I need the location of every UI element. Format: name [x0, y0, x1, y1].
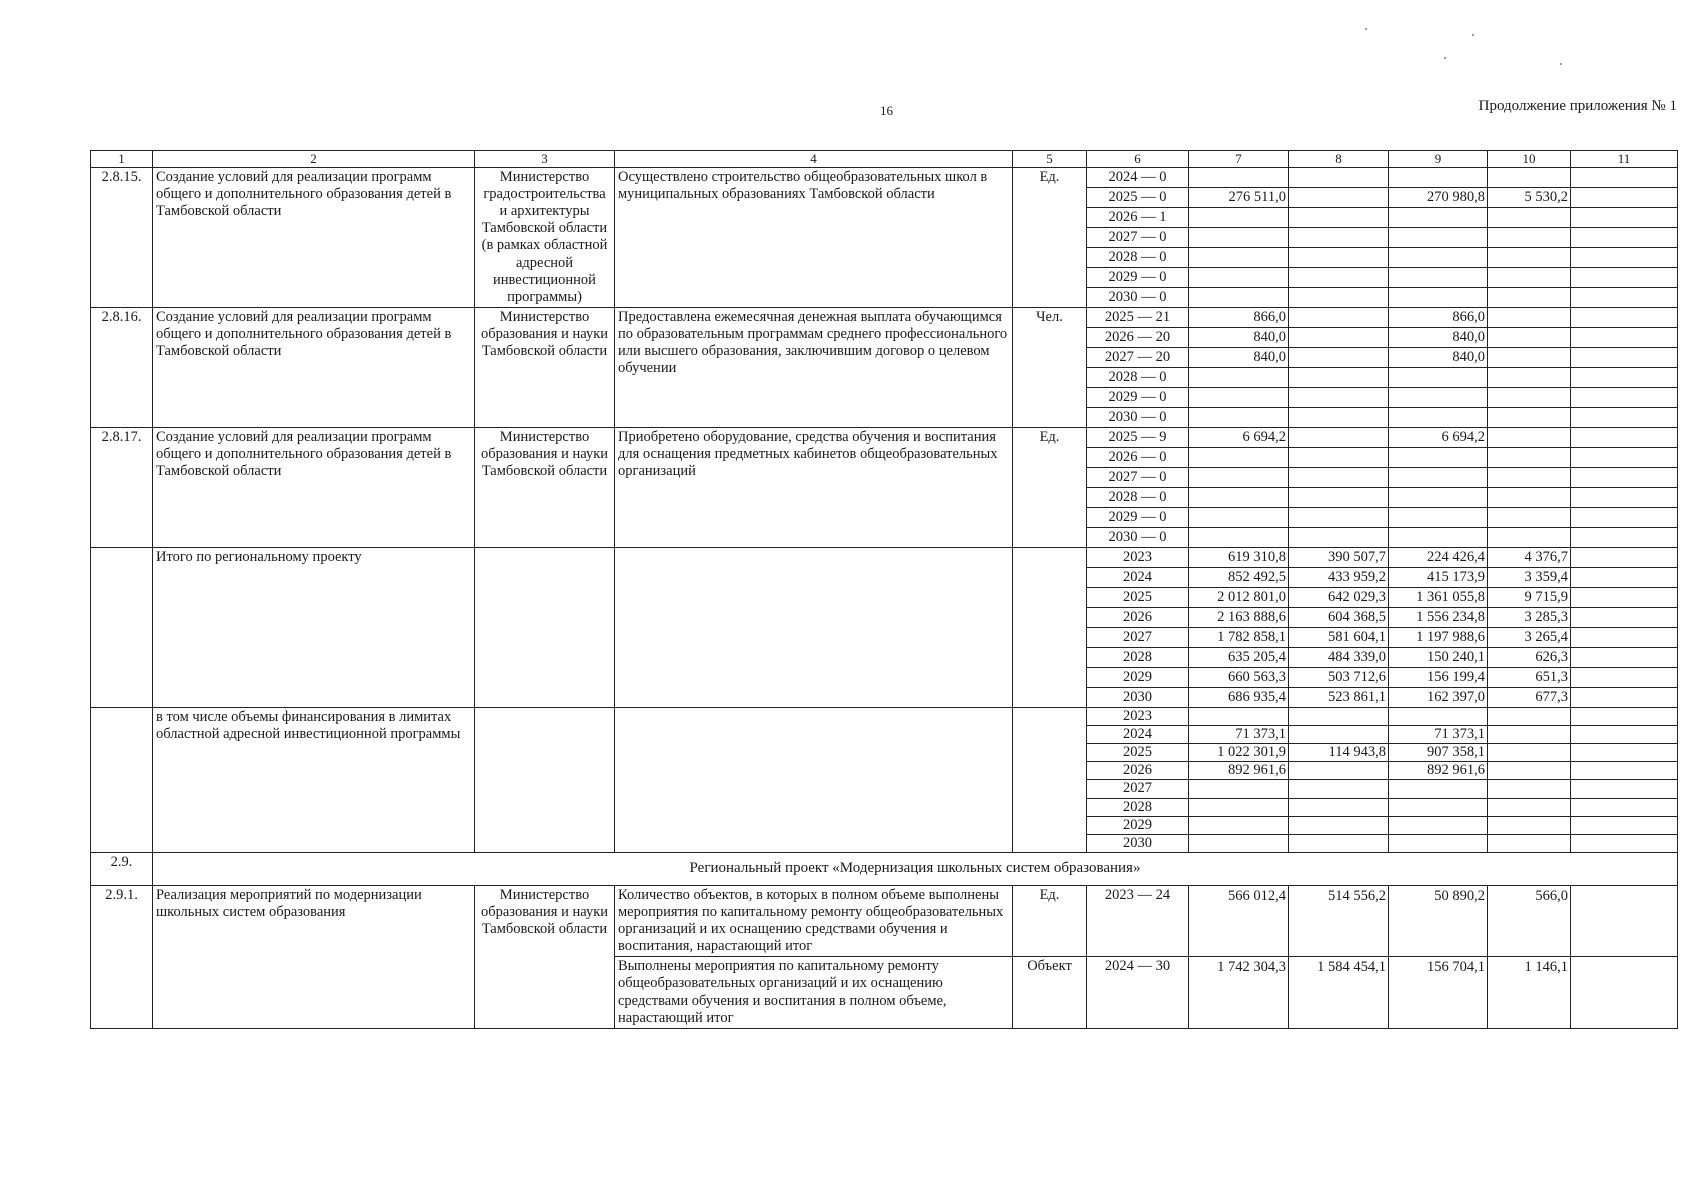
amount-total: 71 373,1 — [1189, 726, 1289, 744]
amount-regional — [1389, 168, 1488, 188]
amount-regional: 270 980,8 — [1389, 188, 1488, 208]
amount-local — [1488, 780, 1571, 798]
year-value: 2023 — 24 — [1087, 885, 1189, 956]
amount-federal — [1289, 348, 1389, 368]
amount-federal — [1289, 726, 1389, 744]
amount-regional — [1389, 508, 1488, 528]
amount-other — [1571, 448, 1678, 468]
amount-total — [1189, 488, 1289, 508]
amount-other — [1571, 268, 1678, 288]
amount-federal — [1289, 188, 1389, 208]
amount-federal — [1289, 708, 1389, 726]
subtotal-label: в том числе объемы финансирования в лимитах областной адресной инвестиционной программы — [153, 708, 475, 853]
amount-federal — [1289, 528, 1389, 548]
amount-regional — [1389, 708, 1488, 726]
amount-regional — [1389, 408, 1488, 428]
amount-federal: 514 556,2 — [1289, 885, 1389, 956]
amount-total — [1189, 798, 1289, 816]
amount-regional: 6 694,2 — [1389, 428, 1488, 448]
amount-local: 3 265,4 — [1488, 628, 1571, 648]
amount-other — [1571, 588, 1678, 608]
activity-name: Создание условий для реализации программ общего и дополнительного образования детей в Тамбовской области — [153, 308, 475, 428]
column-number: 9 — [1389, 151, 1488, 168]
year-value: 2026 — 1 — [1087, 208, 1189, 228]
row-number — [91, 548, 153, 708]
amount-local: 5 530,2 — [1488, 188, 1571, 208]
amount-regional: 1 197 988,6 — [1389, 628, 1488, 648]
amount-regional — [1389, 816, 1488, 834]
amount-other — [1571, 668, 1678, 688]
column-number: 7 — [1189, 151, 1289, 168]
amount-total: 566 012,4 — [1189, 885, 1289, 956]
table-row — [91, 168, 1678, 188]
activity-name: Создание условий для реализации программ общего и дополнительного образования детей в Тамбовской области — [153, 428, 475, 548]
amount-regional: 907 358,1 — [1389, 744, 1488, 762]
amount-federal — [1289, 368, 1389, 388]
amount-other — [1571, 408, 1678, 428]
result-description: Приобретено оборудование, средства обучения и воспитания для оснащения предметных кабинетов общеобразовательных организаций — [615, 428, 1013, 548]
amount-other — [1571, 780, 1678, 798]
year-value: 2025 — 0 — [1087, 188, 1189, 208]
amount-regional: 1 361 055,8 — [1389, 588, 1488, 608]
amount-local: 3 359,4 — [1488, 568, 1571, 588]
amount-federal — [1289, 308, 1389, 328]
amount-other — [1571, 688, 1678, 708]
amount-regional — [1389, 228, 1488, 248]
row-number: 2.8.16. — [91, 308, 153, 428]
unit — [1013, 708, 1087, 853]
amount-regional — [1389, 528, 1488, 548]
amount-total: 619 310,8 — [1189, 548, 1289, 568]
amount-other — [1571, 428, 1678, 448]
year-value: 2026 — [1087, 608, 1189, 628]
amount-local — [1488, 834, 1571, 852]
scan-speck — [1560, 63, 1562, 65]
amount-total — [1189, 248, 1289, 268]
row-number: 2.9.1. — [91, 885, 153, 1028]
amount-other — [1571, 388, 1678, 408]
table-row — [91, 428, 1678, 448]
amount-local: 626,3 — [1488, 648, 1571, 668]
amount-federal — [1289, 428, 1389, 448]
amount-regional: 156 199,4 — [1389, 668, 1488, 688]
table-row — [91, 548, 1678, 568]
amount-other — [1571, 708, 1678, 726]
year-value: 2023 — [1087, 548, 1189, 568]
amount-federal: 642 029,3 — [1289, 588, 1389, 608]
amount-total — [1189, 468, 1289, 488]
amount-total — [1189, 268, 1289, 288]
year-value: 2026 — 20 — [1087, 328, 1189, 348]
year-value: 2029 — [1087, 816, 1189, 834]
amount-federal — [1289, 816, 1389, 834]
amount-local — [1488, 228, 1571, 248]
year-value: 2025 — 9 — [1087, 428, 1189, 448]
amount-other — [1571, 762, 1678, 780]
amount-local — [1488, 708, 1571, 726]
amount-other — [1571, 798, 1678, 816]
amount-regional: 50 890,2 — [1389, 885, 1488, 956]
amount-total: 6 694,2 — [1189, 428, 1289, 448]
amount-local — [1488, 448, 1571, 468]
amount-local — [1488, 816, 1571, 834]
amount-total — [1189, 708, 1289, 726]
amount-federal — [1289, 508, 1389, 528]
amount-other — [1571, 528, 1678, 548]
amount-total: 276 511,0 — [1189, 188, 1289, 208]
amount-other — [1571, 328, 1678, 348]
amount-other — [1571, 308, 1678, 328]
amount-local — [1488, 248, 1571, 268]
amount-local — [1488, 348, 1571, 368]
amount-local — [1488, 328, 1571, 348]
amount-total: 840,0 — [1189, 348, 1289, 368]
result-description — [615, 708, 1013, 853]
year-value: 2028 — 0 — [1087, 488, 1189, 508]
amount-other — [1571, 548, 1678, 568]
continuation-note: Продолжение приложения № 1 — [1478, 98, 1677, 114]
amount-total — [1189, 208, 1289, 228]
amount-regional — [1389, 368, 1488, 388]
section-number: 2.9. — [91, 852, 153, 885]
amount-other — [1571, 568, 1678, 588]
amount-local — [1488, 368, 1571, 388]
scan-speck — [1444, 57, 1446, 59]
amount-other — [1571, 488, 1678, 508]
amount-total — [1189, 528, 1289, 548]
amount-regional — [1389, 248, 1488, 268]
amount-regional — [1389, 448, 1488, 468]
row-number: 2.8.15. — [91, 168, 153, 308]
amount-total: 635 205,4 — [1189, 648, 1289, 668]
amount-federal — [1289, 328, 1389, 348]
amount-other — [1571, 608, 1678, 628]
amount-regional — [1389, 468, 1488, 488]
amount-regional: 162 397,0 — [1389, 688, 1488, 708]
result-description: Предоставлена ежемесячная денежная выплата обучающимся по образовательным программам среднего профессионального или высшего образования, заключившим договор о целевом обучении — [615, 308, 1013, 428]
amount-federal — [1289, 248, 1389, 268]
executor: Министерство градостроительства и архитектуры Тамбовской области (в рамках областной адресной инвестиционной программы) — [475, 168, 615, 308]
amount-other — [1571, 188, 1678, 208]
executor: Министерство образования и науки Тамбовской области — [475, 885, 615, 1028]
amount-other — [1571, 508, 1678, 528]
amount-total: 686 935,4 — [1189, 688, 1289, 708]
amount-regional — [1389, 834, 1488, 852]
amount-federal — [1289, 798, 1389, 816]
amount-other — [1571, 744, 1678, 762]
row-number: 2.8.17. — [91, 428, 153, 548]
year-value: 2024 — 0 — [1087, 168, 1189, 188]
section-title: Региональный проект «Модернизация школьных систем образования» — [153, 852, 1678, 885]
table-row — [91, 308, 1678, 328]
amount-other — [1571, 288, 1678, 308]
amount-total — [1189, 780, 1289, 798]
activity-name: Создание условий для реализации программ общего и дополнительного образования детей в Тамбовской области — [153, 168, 475, 308]
amount-federal — [1289, 228, 1389, 248]
amount-local — [1488, 308, 1571, 328]
amount-total: 1 782 858,1 — [1189, 628, 1289, 648]
amount-federal: 433 959,2 — [1289, 568, 1389, 588]
year-value: 2027 — [1087, 780, 1189, 798]
amount-local: 4 376,7 — [1488, 548, 1571, 568]
amount-total: 892 961,6 — [1189, 762, 1289, 780]
page-number: 16 — [880, 103, 893, 118]
year-value: 2023 — [1087, 708, 1189, 726]
amount-local — [1488, 268, 1571, 288]
unit: Ед. — [1013, 168, 1087, 308]
amount-local — [1488, 168, 1571, 188]
column-number: 5 — [1013, 151, 1087, 168]
amount-total — [1189, 388, 1289, 408]
total-label: Итого по региональному проекту — [153, 548, 475, 708]
column-number: 11 — [1571, 151, 1678, 168]
year-value: 2030 — 0 — [1087, 288, 1189, 308]
year-value: 2025 — [1087, 588, 1189, 608]
column-number: 1 — [91, 151, 153, 168]
amount-local — [1488, 208, 1571, 228]
amount-other — [1571, 816, 1678, 834]
year-value: 2028 — [1087, 648, 1189, 668]
amount-federal — [1289, 268, 1389, 288]
result-description: Выполнены мероприятия по капитальному ремонту общеобразовательных организаций и их оснащению средствами обучения и воспитания в полном объеме, нарастающий итог — [615, 957, 1013, 1028]
result-description: Осуществлено строительство общеобразовательных школ в муниципальных образованиях Тамбовской области — [615, 168, 1013, 308]
amount-local — [1488, 488, 1571, 508]
year-value: 2030 — [1087, 688, 1189, 708]
amount-local — [1488, 388, 1571, 408]
year-value: 2029 — 0 — [1087, 268, 1189, 288]
year-value: 2027 — [1087, 628, 1189, 648]
amount-other — [1571, 208, 1678, 228]
table-row — [91, 708, 1678, 726]
year-value: 2027 — 0 — [1087, 468, 1189, 488]
amount-local: 9 715,9 — [1488, 588, 1571, 608]
amount-total: 866,0 — [1189, 308, 1289, 328]
amount-other — [1571, 648, 1678, 668]
amount-total — [1189, 508, 1289, 528]
amount-total: 2 012 801,0 — [1189, 588, 1289, 608]
scan-speck — [1472, 34, 1474, 36]
unit: Объект — [1013, 957, 1087, 1028]
financing-table — [90, 150, 1678, 1029]
amount-federal: 604 368,5 — [1289, 608, 1389, 628]
amount-local — [1488, 744, 1571, 762]
amount-total — [1189, 816, 1289, 834]
unit: Ед. — [1013, 428, 1087, 548]
section-row — [91, 852, 1678, 885]
amount-federal — [1289, 208, 1389, 228]
result-description: Количество объектов, в которых в полном объеме выполнены мероприятия по капитальному ремонту общеобразовательных организаций и их оснащению средствами обучения и воспитания, нарастающий итог — [615, 885, 1013, 956]
amount-federal: 114 943,8 — [1289, 744, 1389, 762]
amount-regional — [1389, 268, 1488, 288]
year-value: 2025 — [1087, 744, 1189, 762]
column-number: 10 — [1488, 151, 1571, 168]
year-value: 2027 — 0 — [1087, 228, 1189, 248]
year-value: 2029 — 0 — [1087, 388, 1189, 408]
amount-local — [1488, 726, 1571, 744]
amount-other — [1571, 834, 1678, 852]
column-number: 3 — [475, 151, 615, 168]
amount-regional: 224 426,4 — [1389, 548, 1488, 568]
amount-regional: 415 173,9 — [1389, 568, 1488, 588]
activity-name: Реализация мероприятий по модернизации школьных систем образования — [153, 885, 475, 1028]
amount-total — [1189, 288, 1289, 308]
amount-federal — [1289, 762, 1389, 780]
unit: Чел. — [1013, 308, 1087, 428]
amount-federal — [1289, 488, 1389, 508]
year-value: 2029 — [1087, 668, 1189, 688]
executor — [475, 548, 615, 708]
amount-local: 651,3 — [1488, 668, 1571, 688]
amount-regional: 1 556 234,8 — [1389, 608, 1488, 628]
amount-regional: 892 961,6 — [1389, 762, 1488, 780]
column-number: 4 — [615, 151, 1013, 168]
amount-federal — [1289, 408, 1389, 428]
amount-other — [1571, 468, 1678, 488]
amount-federal — [1289, 388, 1389, 408]
scan-speck — [1365, 28, 1367, 30]
executor: Министерство образования и науки Тамбовской области — [475, 308, 615, 428]
amount-federal — [1289, 168, 1389, 188]
amount-other — [1571, 168, 1678, 188]
amount-regional — [1389, 780, 1488, 798]
executor — [475, 708, 615, 853]
column-number-row — [91, 151, 1678, 168]
amount-federal — [1289, 468, 1389, 488]
amount-regional: 150 240,1 — [1389, 648, 1488, 668]
amount-local: 1 146,1 — [1488, 957, 1571, 1028]
amount-total: 1 742 304,3 — [1189, 957, 1289, 1028]
year-value: 2028 — 0 — [1087, 368, 1189, 388]
year-value: 2026 — [1087, 762, 1189, 780]
amount-federal: 523 861,1 — [1289, 688, 1389, 708]
row-number — [91, 708, 153, 853]
amount-federal: 503 712,6 — [1289, 668, 1389, 688]
amount-regional — [1389, 288, 1488, 308]
amount-total: 1 022 301,9 — [1189, 744, 1289, 762]
amount-regional — [1389, 798, 1488, 816]
amount-federal — [1289, 448, 1389, 468]
amount-total — [1189, 834, 1289, 852]
column-number: 6 — [1087, 151, 1189, 168]
amount-other — [1571, 368, 1678, 388]
amount-regional — [1389, 388, 1488, 408]
unit: Ед. — [1013, 885, 1087, 956]
column-number: 8 — [1289, 151, 1389, 168]
year-value: 2024 — 30 — [1087, 957, 1189, 1028]
amount-local: 677,3 — [1488, 688, 1571, 708]
amount-total: 2 163 888,6 — [1189, 608, 1289, 628]
year-value: 2028 — [1087, 798, 1189, 816]
amount-total — [1189, 448, 1289, 468]
amount-federal: 1 584 454,1 — [1289, 957, 1389, 1028]
amount-regional: 840,0 — [1389, 328, 1488, 348]
amount-total: 852 492,5 — [1189, 568, 1289, 588]
year-value: 2030 — 0 — [1087, 528, 1189, 548]
amount-total: 660 563,3 — [1189, 668, 1289, 688]
year-value: 2024 — [1087, 726, 1189, 744]
year-value: 2030 — 0 — [1087, 408, 1189, 428]
amount-total — [1189, 368, 1289, 388]
amount-federal — [1289, 780, 1389, 798]
year-value: 2026 — 0 — [1087, 448, 1189, 468]
executor: Министерство образования и науки Тамбовской области — [475, 428, 615, 548]
amount-regional — [1389, 208, 1488, 228]
amount-local — [1488, 798, 1571, 816]
amount-federal — [1289, 834, 1389, 852]
amount-other — [1571, 348, 1678, 368]
amount-local — [1488, 528, 1571, 548]
amount-federal — [1289, 288, 1389, 308]
amount-other — [1571, 628, 1678, 648]
result-description — [615, 548, 1013, 708]
amount-regional: 866,0 — [1389, 308, 1488, 328]
amount-other — [1571, 885, 1678, 956]
amount-total — [1189, 168, 1289, 188]
year-value: 2029 — 0 — [1087, 508, 1189, 528]
amount-local: 3 285,3 — [1488, 608, 1571, 628]
amount-federal: 581 604,1 — [1289, 628, 1389, 648]
amount-local — [1488, 288, 1571, 308]
amount-federal: 390 507,7 — [1289, 548, 1389, 568]
table-row — [91, 885, 1678, 956]
amount-regional — [1389, 488, 1488, 508]
amount-local — [1488, 408, 1571, 428]
amount-total — [1189, 408, 1289, 428]
amount-other — [1571, 228, 1678, 248]
year-value: 2030 — [1087, 834, 1189, 852]
amount-other — [1571, 726, 1678, 744]
amount-regional: 156 704,1 — [1389, 957, 1488, 1028]
year-value: 2024 — [1087, 568, 1189, 588]
amount-regional: 840,0 — [1389, 348, 1488, 368]
column-number: 2 — [153, 151, 475, 168]
amount-regional: 71 373,1 — [1389, 726, 1488, 744]
year-value: 2028 — 0 — [1087, 248, 1189, 268]
amount-federal: 484 339,0 — [1289, 648, 1389, 668]
amount-other — [1571, 248, 1678, 268]
year-value: 2027 — 20 — [1087, 348, 1189, 368]
amount-local — [1488, 468, 1571, 488]
year-value: 2025 — 21 — [1087, 308, 1189, 328]
unit — [1013, 548, 1087, 708]
amount-local — [1488, 508, 1571, 528]
amount-total: 840,0 — [1189, 328, 1289, 348]
amount-local — [1488, 762, 1571, 780]
amount-other — [1571, 957, 1678, 1028]
amount-local — [1488, 428, 1571, 448]
amount-local: 566,0 — [1488, 885, 1571, 956]
amount-total — [1189, 228, 1289, 248]
